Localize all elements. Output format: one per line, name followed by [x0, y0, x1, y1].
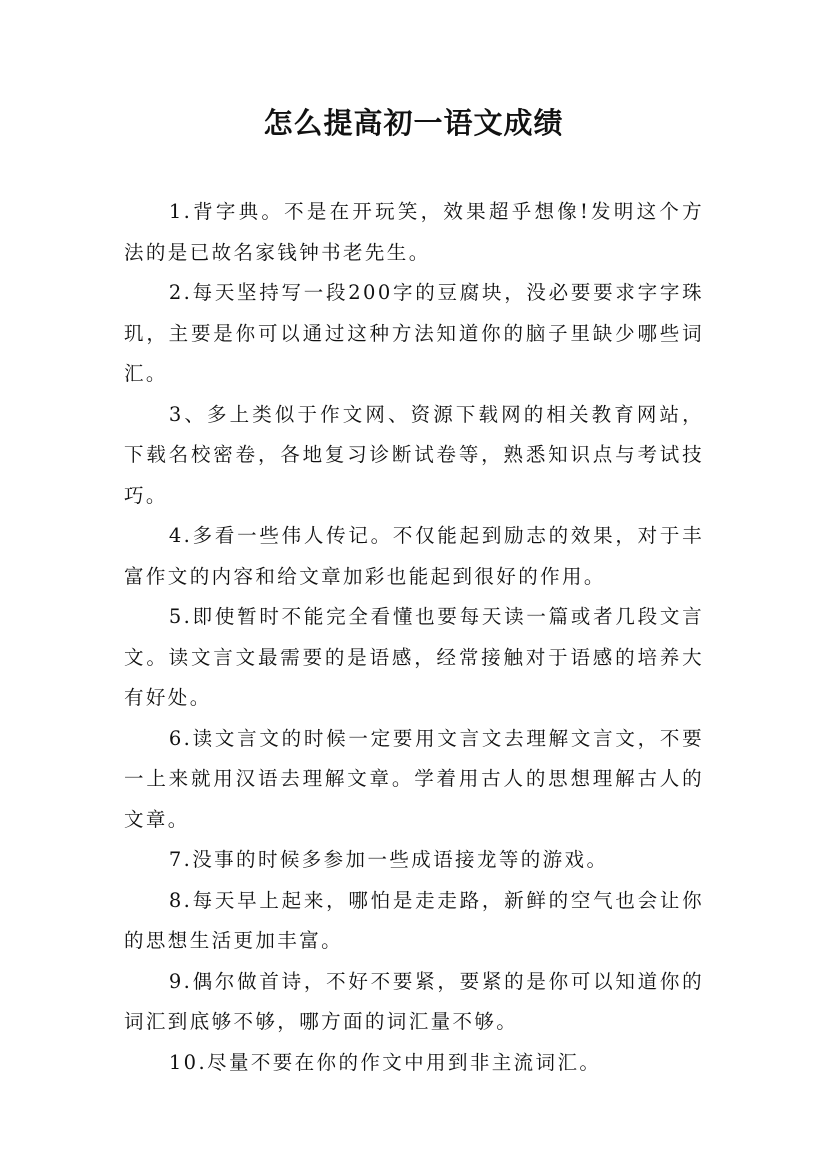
paragraph-3: 3、多上类似于作文网、资源下载网的相关教育网站，下载名校密卷，各地复习诊断试卷等，熟悉知识点与考试技巧。 — [124, 402, 704, 507]
paragraph-6: 6.读文言文的时候一定要用文言文去理解文言文，不要一上来就用汉语去理解文章。学着用古人的思想理解古人的文章。 — [124, 726, 704, 831]
paragraph-9: 9.偶尔做首诗，不好不要紧，要紧的是你可以知道你的词汇到底够不够，哪方面的词汇量不够。 — [124, 969, 704, 1033]
paragraph-5: 5.即使暂时不能完全看懂也要每天读一篇或者几段文言文。读文言文最需要的是语感，经常接触对于语感的培养大有好处。 — [124, 605, 704, 709]
paragraph-1: 1.背字典。不是在开玩笑，效果超乎想像!发明这个方法的是已故名家钱钟书老先生。 — [124, 200, 704, 264]
paragraph-2: 2.每天坚持写一段200字的豆腐块，没必要要求字字珠玑，主要是你可以通过这种方法知道你的脑子里缺少哪些词汇。 — [124, 281, 704, 385]
paragraph-8: 8.每天早上起来，哪怕是走走路，新鲜的空气也会让你的思想生活更加丰富。 — [124, 888, 704, 952]
document-title: 怎么提高初一语文成绩 — [263, 106, 564, 140]
document-body — [124, 192, 704, 1083]
paragraph-10: 10.尽量不要在你的作文中用到非主流词汇。 — [168, 1050, 602, 1074]
paragraph-4: 4.多看一些伟人传记。不仅能起到励志的效果，对于丰富作文的内容和给文章加彩也能起到很好的作用。 — [124, 524, 704, 588]
paragraph-7: 7.没事的时候多参加一些成语接龙等的游戏。 — [168, 848, 609, 871]
